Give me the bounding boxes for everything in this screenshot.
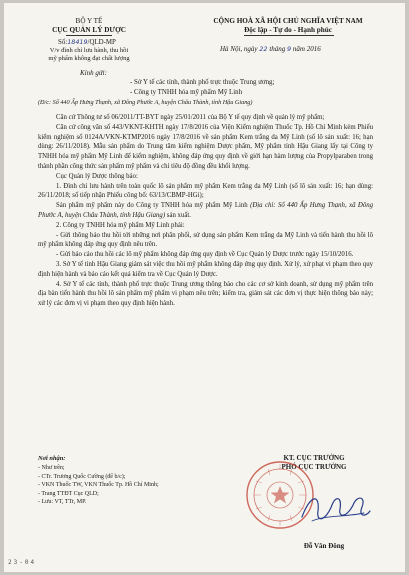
date-prefix: Hà Nội, ngày [220, 45, 258, 53]
manufacturer-address: (Địa chỉ: Số 440 Ấp Hưng Thạnh, xã Đông Phước A, huyện Châu Thành, tỉnh Hậu Giang) [38, 202, 373, 219]
ministry-name: BỘ Y TẾ [75, 17, 103, 25]
subject-line-1: V/v đình chỉ lưu hành, thu hồi [49, 47, 129, 54]
recipient-address: (Đ/c: Số 440 Ấp Hưng Thạnh, xã Đông Phước A, huyện Châu Thành, tỉnh Hậu Giang) [38, 99, 253, 106]
paragraph-item-2: 2. Công ty TNHH hóa mỹ phẩm Mỹ Linh phải: [56, 221, 185, 229]
doc-number-suffix: /QLD-MP [87, 39, 116, 46]
manufacturer-suffix: sản xuất. [165, 211, 191, 219]
signature-title-2: PHÓ CỤC TRƯỞNG [281, 463, 347, 471]
issue-date [220, 45, 321, 53]
document-page [4, 3, 405, 572]
paragraph-item-2a: - Gửi thông báo thu hồi tới những nơi phân phối, sử dụng sản phẩm Kem trắng da Mỹ Linh và tiến hành thu hồi lô mỹ phẩm không đáp ứng quy định nêu trên. [38, 231, 373, 249]
distribution-item: - Lưu: VT, TTr, MP. [38, 499, 87, 506]
manufacturer-text: Sản phẩm mỹ phẩm này do Công ty TNHH hóa mỹ phẩm Mỹ Linh [56, 202, 251, 210]
subject-line-2: mỹ phẩm không đạt chất lượng [48, 55, 130, 62]
doc-number-prefix: Số: [58, 39, 68, 46]
recipient-line-2: - Công ty TNHH hóa mỹ phẩm Mỹ Linh [130, 89, 243, 96]
signer-name: Đỗ Văn Đông [303, 542, 345, 550]
department-underline [66, 35, 112, 36]
footer-stamp: 23-04 [8, 559, 37, 566]
distribution-item: - Trang TTĐT Cục QLD; [38, 490, 99, 497]
department-name: CỤC QUẢN LÝ DƯỢC [52, 26, 126, 34]
date-month-label: tháng [269, 45, 286, 53]
greeting: Kính gửi: [80, 69, 107, 77]
signature-title-1: KT. CỤC TRƯỞNG [283, 454, 345, 462]
distribution-item: - VKN Thuốc TW, VKN Thuốc Tp. Hồ Chí Minh; [38, 482, 159, 489]
paragraph-item-2b: - Gửi báo cáo thu hồi các lô mỹ phẩm không đáp ứng quy định về Cục Quản lý Dược trước ngày 15/10/2016. [56, 251, 354, 259]
distribution-item: - CTr. Trương Quốc Cường (để b/c); [38, 473, 126, 480]
paragraph-announcement: Cục Quản lý Dược thông báo: [56, 172, 138, 180]
date-month: 9 [287, 45, 292, 53]
paragraph-item-3: 3. Sở Y tế tỉnh Hậu Giang giám sát việc thu hồi mỹ phẩm không đáp ứng quy định. Xử lý, xử phạt vi phạm theo quy định hiện hành và báo cáo kết quả kiểm tra về Cục Quản lý Dược. [38, 260, 373, 278]
doc-number-handwritten: 18419 [67, 38, 88, 46]
document-body [38, 113, 373, 309]
paragraph-item-4: 4. Sở Y tế các tỉnh, thành phố trực thuộc Trung ương thông báo cho các cơ sở kinh doanh, sử dụng mỹ phẩm trên địa bàn tiến hành thu hồi lô sản phẩm mỹ phẩm vi phạm nêu trên; kiểm tra, giám sát các đơn vị thực hiện thông báo này; xử lý các đơn vị vi phạm theo quy định hiện hành. [38, 280, 373, 308]
paragraph-item-1: 1. Đình chỉ lưu hành trên toàn quốc lô sản phẩm mỹ phẩm Kem trắng da Mỹ Linh (số lô sản xuất: 16; hạn dùng: 26/11/2018; số tiếp nhận Phiếu công bố: 63/13/CBMP-HGi); [38, 182, 373, 200]
date-year: năm 2016 [292, 45, 321, 53]
document-number [58, 38, 116, 47]
handwritten-signature-icon [296, 487, 374, 529]
paragraph-manufacturer [38, 201, 373, 221]
distribution-item: - Như trên; [38, 465, 65, 471]
date-day: 22 [259, 45, 268, 53]
paragraph-test-report: Căn cứ công văn số 443/VKNT-KHTH ngày 17/8/2016 của Viện Kiểm nghiệm Thuốc Tp. Hồ Chí Minh kèm Phiếu kiểm nghiệm số 0124A/VKN-KTMP2016 ngày 17/8/2016 về sản phẩm Kem trắng da Mỹ Linh (số lô sản xuất: 16; hạn dùng: 26/11/2018). Mẫu sản phẩm do Trung tâm kiểm nghiệm Dược phẩm, Mỹ phẩm tỉnh Hậu Giang lấy tại Công ty TNHH hóa mỹ phẩm Mỹ Linh để kiểm nghiệm, không đáp ứng quy định về giới hạn hàm lượng của Propylparaben trong thành phần công thức sản phẩm mỹ phẩm và chỉ tiêu độ đồng đều khối lượng. [38, 123, 373, 170]
country-name: CỘNG HOÀ XÃ HỘI CHỦ NGHĨA VIỆT NAM [213, 17, 363, 25]
distribution-title: Nơi nhận: [38, 455, 66, 462]
motto-underline [244, 35, 334, 36]
national-motto: Độc lập - Tự do - Hạnh phúc [244, 26, 332, 34]
recipient-line-1: - Sở Y tế các tỉnh, thành phố trực thuộc Trung ương; [130, 79, 275, 86]
distribution-list [38, 464, 159, 507]
paragraph-legal-basis: Căn cứ Thông tư số 06/2011/TT-BYT ngày 25/01/2011 của Bộ Y tế quy định về quản lý mỹ phẩm; [56, 114, 325, 121]
